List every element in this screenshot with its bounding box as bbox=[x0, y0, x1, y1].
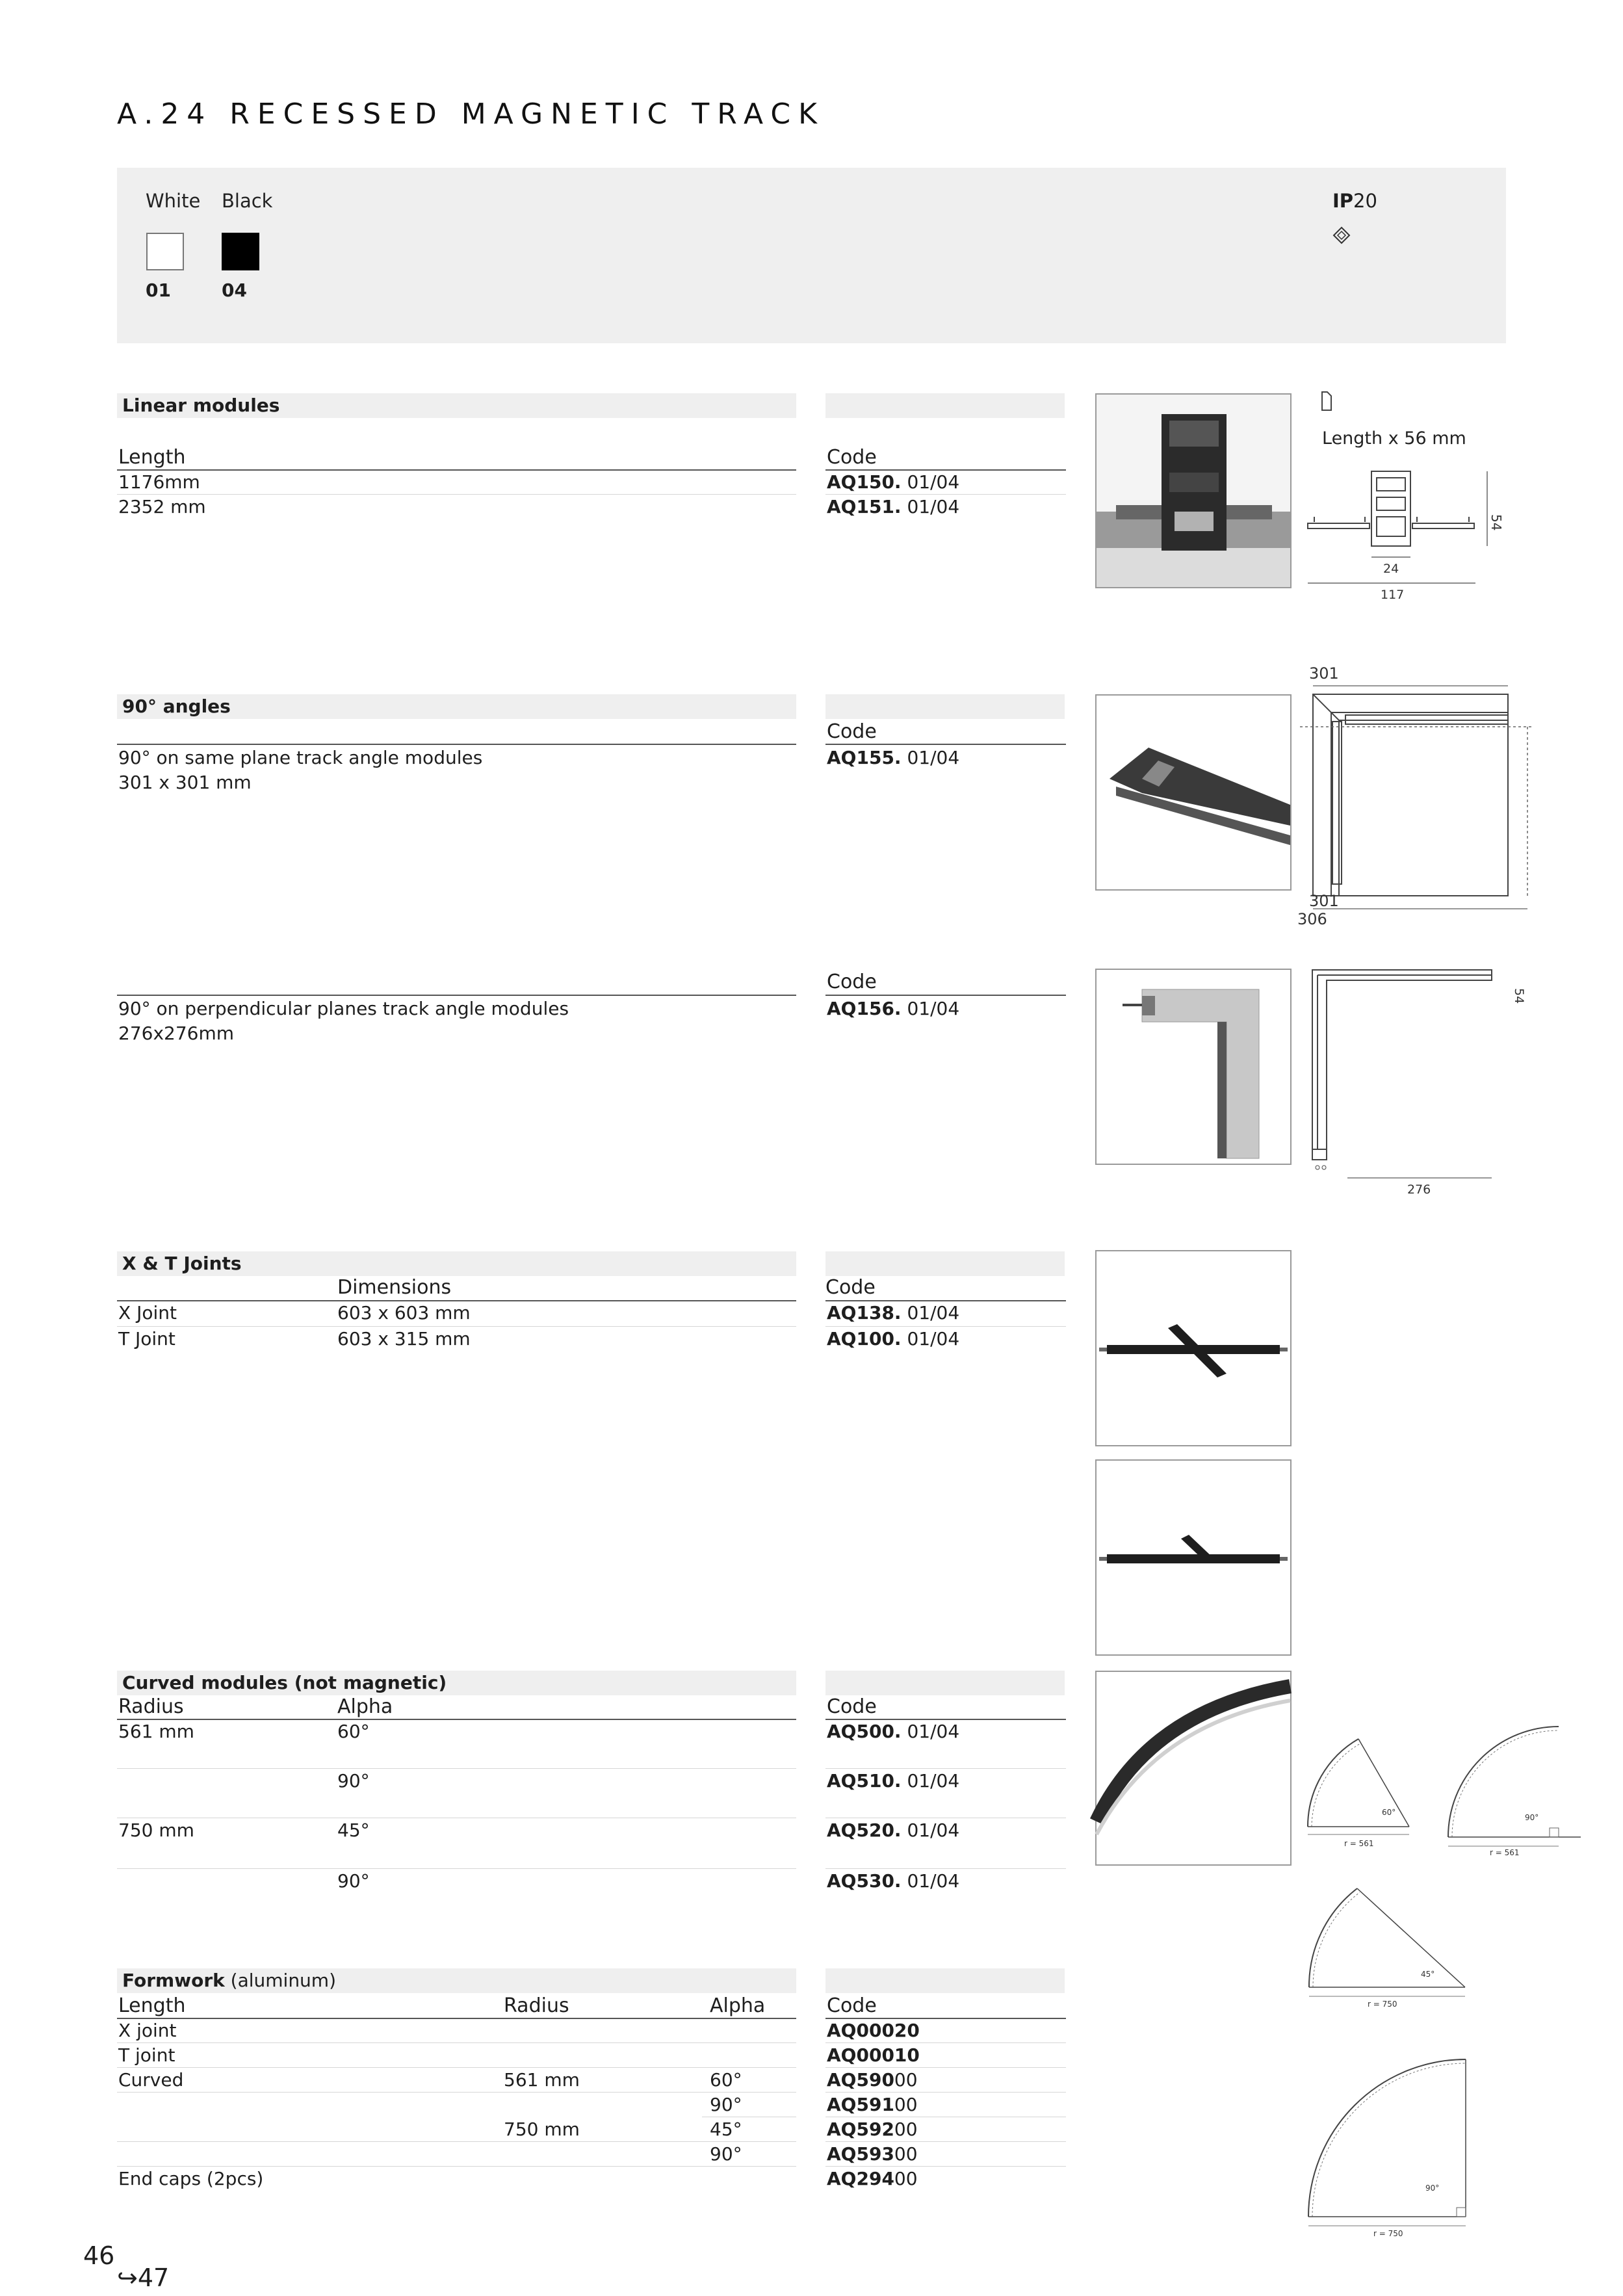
ip-rating bbox=[1332, 190, 1377, 212]
divider bbox=[825, 744, 1066, 745]
divider bbox=[117, 744, 796, 745]
linear-code-label: Code bbox=[827, 446, 877, 469]
white-swatch bbox=[146, 233, 184, 270]
code-rest: 01/04 bbox=[901, 1770, 960, 1792]
divider bbox=[117, 2042, 796, 2043]
divider bbox=[117, 1719, 796, 1720]
divider bbox=[117, 494, 796, 495]
formwork-alpha: 60° bbox=[710, 2069, 742, 2091]
dim-outer: 117 bbox=[1381, 588, 1405, 602]
dim-height: 54 bbox=[1488, 514, 1504, 531]
divider bbox=[825, 1868, 1066, 1869]
formwork-code bbox=[827, 2093, 918, 2117]
curve-diagram-90-750 bbox=[1303, 2054, 1479, 2249]
code-rest: 00 bbox=[894, 2143, 918, 2165]
code-bold: AQ156. bbox=[827, 998, 902, 1019]
formwork-heading-rest: (aluminum) bbox=[224, 1970, 337, 1991]
ip-value: 20 bbox=[1353, 190, 1377, 212]
formwork-alpha: 45° bbox=[710, 2119, 742, 2140]
divider bbox=[117, 2018, 796, 2019]
curved-alpha-1: 60° bbox=[337, 1721, 370, 1742]
code-rest: 00 bbox=[894, 2094, 918, 2115]
same-plane-line2: 301 x 301 mm bbox=[118, 772, 252, 793]
class-ii-icon bbox=[1332, 226, 1351, 244]
finish-label-white: White bbox=[146, 190, 201, 212]
formwork-code bbox=[827, 2044, 920, 2067]
code-rest: 00 bbox=[894, 2069, 918, 2091]
code-bold: AQ100. bbox=[827, 1328, 902, 1350]
curved-code-3 bbox=[827, 1819, 959, 1842]
page-title: A.24 RECESSED MAGNETIC TRACK bbox=[117, 98, 825, 131]
t-joint-name: T Joint bbox=[118, 1328, 175, 1350]
curved-heading: Curved modules (not magnetic) bbox=[117, 1671, 796, 1695]
code-rest: 01/04 bbox=[901, 1721, 960, 1742]
t-joint-code bbox=[827, 1327, 959, 1351]
curved-radius-1: 561 mm bbox=[118, 1721, 194, 1742]
code-rest: 00 bbox=[894, 2119, 918, 2140]
diagram-radius: r = 561 bbox=[1344, 1839, 1374, 1848]
diagram-angle: 60° bbox=[1382, 1808, 1396, 1817]
code-bold: AQ590 bbox=[827, 2069, 894, 2091]
curved-alpha-label: Alpha bbox=[337, 1695, 393, 1718]
code-bold: AQ150. bbox=[827, 471, 902, 493]
linear-length-label: Length bbox=[118, 446, 186, 469]
joints-heading: X & T Joints bbox=[117, 1251, 796, 1276]
formwork-length: Curved bbox=[118, 2069, 184, 2091]
code-bold: AQ530. bbox=[827, 1870, 902, 1892]
finish-band bbox=[117, 168, 1506, 343]
formwork-length: T joint bbox=[118, 2044, 175, 2066]
same-plane-code bbox=[827, 746, 959, 770]
joints-code-bar bbox=[825, 1251, 1065, 1276]
page-number: 46 bbox=[83, 2241, 115, 2270]
curved-module-photo bbox=[1095, 1671, 1292, 1866]
formwork-length: X joint bbox=[118, 2020, 177, 2041]
code-bold: AQ520. bbox=[827, 1820, 902, 1841]
finish-label-black: Black bbox=[222, 190, 273, 212]
next-page-link[interactable] bbox=[117, 2263, 169, 2292]
dim-inner: 24 bbox=[1383, 562, 1399, 576]
joints-dim-label: Dimensions bbox=[337, 1276, 452, 1299]
formwork-length: End caps (2pcs) bbox=[118, 2168, 264, 2189]
black-swatch bbox=[222, 233, 259, 270]
diagram-radius: r = 561 bbox=[1490, 1848, 1520, 1857]
formwork-alpha: 90° bbox=[710, 2094, 742, 2115]
angles-code-label: Code bbox=[827, 720, 877, 743]
code-rest: 01/04 bbox=[901, 1302, 960, 1324]
code-bold: AQ593 bbox=[827, 2143, 894, 2165]
formwork-radius: 750 mm bbox=[504, 2119, 580, 2140]
curved-radius-3: 750 mm bbox=[118, 1820, 194, 1841]
x-joint-code bbox=[827, 1301, 959, 1325]
divider bbox=[117, 2166, 796, 2167]
curved-code-bar bbox=[825, 1671, 1065, 1695]
code-bold: AQ00010 bbox=[827, 2044, 920, 2066]
formwork-heading-bold: Formwork bbox=[122, 1970, 225, 1991]
divider bbox=[825, 995, 1066, 996]
linear-code-2 bbox=[827, 495, 959, 519]
finish-code-white: 01 bbox=[146, 280, 171, 301]
arrow-return-icon: ↪ bbox=[117, 2263, 138, 2292]
curved-alpha-3: 45° bbox=[337, 1820, 370, 1841]
formwork-code bbox=[827, 2068, 918, 2092]
perpendicular-angle-drawing bbox=[1303, 961, 1550, 1201]
same-plane-angle-photo bbox=[1095, 694, 1292, 891]
dim-bottom-1: 301 bbox=[1309, 892, 1339, 910]
divider bbox=[825, 1768, 1066, 1769]
formwork-code bbox=[827, 2143, 918, 2166]
divider bbox=[117, 995, 796, 996]
perp-code bbox=[827, 997, 959, 1021]
dim-side: 54 bbox=[1512, 988, 1526, 1004]
formwork-radius: 561 mm bbox=[504, 2069, 580, 2091]
next-page-number: 47 bbox=[137, 2263, 170, 2292]
code-bold: AQ510. bbox=[827, 1770, 902, 1792]
linear-length-1: 1176mm bbox=[118, 471, 200, 493]
code-bold: AQ591 bbox=[827, 2094, 894, 2115]
t-joint-photo bbox=[1095, 1459, 1292, 1656]
dim-bottom: 276 bbox=[1407, 1182, 1431, 1197]
code-rest: 01/04 bbox=[901, 998, 960, 1019]
divider bbox=[117, 1868, 796, 1869]
diagram-radius: r = 750 bbox=[1368, 2000, 1397, 2009]
code-rest: 00 bbox=[894, 2168, 918, 2189]
code-rest: 01/04 bbox=[901, 1328, 960, 1350]
linear-profile-drawing bbox=[1306, 387, 1504, 608]
diagram-angle: 90° bbox=[1525, 1813, 1539, 1822]
linear-length-2: 2352 mm bbox=[118, 496, 206, 517]
curved-code-1 bbox=[827, 1720, 959, 1743]
curved-code-2 bbox=[827, 1769, 959, 1793]
angles-code-bar bbox=[825, 694, 1065, 719]
same-plane-line1: 90° on same plane track angle modules bbox=[118, 747, 483, 768]
divider bbox=[117, 469, 796, 471]
diagram-angle: 45° bbox=[1421, 1970, 1435, 1979]
perp-line2: 276x276mm bbox=[118, 1023, 235, 1044]
formwork-code bbox=[827, 2118, 918, 2141]
joints-code-label: Code bbox=[825, 1276, 876, 1299]
formwork-alpha: 90° bbox=[710, 2143, 742, 2165]
divider bbox=[117, 2067, 796, 2068]
dim-top: 301 bbox=[1309, 664, 1339, 683]
formwork-code-bar bbox=[825, 1968, 1065, 1993]
x-joint-photo bbox=[1095, 1250, 1292, 1446]
linear-module-photo bbox=[1095, 393, 1292, 588]
divider bbox=[117, 1326, 796, 1327]
divider bbox=[825, 2092, 1066, 2093]
code-bold: AQ294 bbox=[827, 2168, 894, 2189]
code-bold: AQ138. bbox=[827, 1302, 902, 1324]
formwork-radius-label: Radius bbox=[504, 1994, 569, 2017]
code-rest: 01/04 bbox=[901, 471, 960, 493]
diagram-angle: 90° bbox=[1425, 2184, 1440, 2193]
divider bbox=[117, 1768, 796, 1769]
divider bbox=[825, 2042, 1066, 2043]
x-joint-dims: 603 x 603 mm bbox=[337, 1302, 471, 1324]
code-rest: 01/04 bbox=[901, 496, 960, 517]
curved-code-4 bbox=[827, 1870, 959, 1893]
linear-heading: Linear modules bbox=[117, 393, 796, 418]
same-plane-angle-drawing bbox=[1293, 657, 1599, 936]
code-bold: AQ155. bbox=[827, 747, 902, 768]
curve-diagram-45 bbox=[1305, 1875, 1474, 2012]
divider bbox=[825, 494, 1066, 495]
formwork-alpha-label: Alpha bbox=[710, 1994, 766, 2017]
formwork-code-label: Code bbox=[827, 1994, 877, 2017]
dim-bottom-2: 306 bbox=[1297, 910, 1327, 928]
divider bbox=[117, 2092, 796, 2093]
formwork-heading bbox=[117, 1968, 796, 1993]
divider bbox=[825, 2141, 1066, 2142]
t-joint-dims: 603 x 315 mm bbox=[337, 1328, 471, 1350]
curved-alpha-2: 90° bbox=[337, 1770, 370, 1792]
code-bold: AQ151. bbox=[827, 496, 902, 517]
linear-code-1 bbox=[827, 471, 959, 494]
perp-code-label: Code bbox=[827, 971, 877, 993]
divider bbox=[825, 2166, 1066, 2167]
curve-diagram-90-561 bbox=[1444, 1723, 1581, 1859]
formwork-code bbox=[827, 2167, 918, 2191]
code-bold: AQ592 bbox=[827, 2119, 894, 2140]
code-rest: 01/04 bbox=[901, 747, 960, 768]
code-bold: AQ00020 bbox=[827, 2020, 920, 2041]
curved-code-label: Code bbox=[827, 1695, 877, 1718]
diagram-radius: r = 750 bbox=[1373, 2229, 1403, 2238]
x-joint-name: X Joint bbox=[118, 1302, 177, 1324]
perpendicular-angle-photo bbox=[1095, 969, 1292, 1165]
curved-radius-label: Radius bbox=[118, 1695, 184, 1718]
linear-code-bar bbox=[825, 393, 1065, 418]
angles-heading: 90° angles bbox=[117, 694, 796, 719]
finish-code-black: 04 bbox=[222, 280, 247, 301]
divider bbox=[825, 2067, 1066, 2068]
code-rest: 01/04 bbox=[901, 1870, 960, 1892]
divider bbox=[117, 2141, 796, 2142]
ip-prefix: IP bbox=[1332, 190, 1354, 212]
code-rest: 01/04 bbox=[901, 1820, 960, 1841]
divider bbox=[825, 1326, 1066, 1327]
curved-alpha-4: 90° bbox=[337, 1870, 370, 1892]
formwork-length-label: Length bbox=[118, 1994, 186, 2017]
linear-drawing-caption: Length x 56 mm bbox=[1322, 428, 1466, 449]
formwork-code bbox=[827, 2019, 920, 2042]
curve-diagram-60 bbox=[1305, 1723, 1435, 1853]
code-bold: AQ500. bbox=[827, 1721, 902, 1742]
perp-line1: 90° on perpendicular planes track angle modules bbox=[118, 998, 569, 1019]
